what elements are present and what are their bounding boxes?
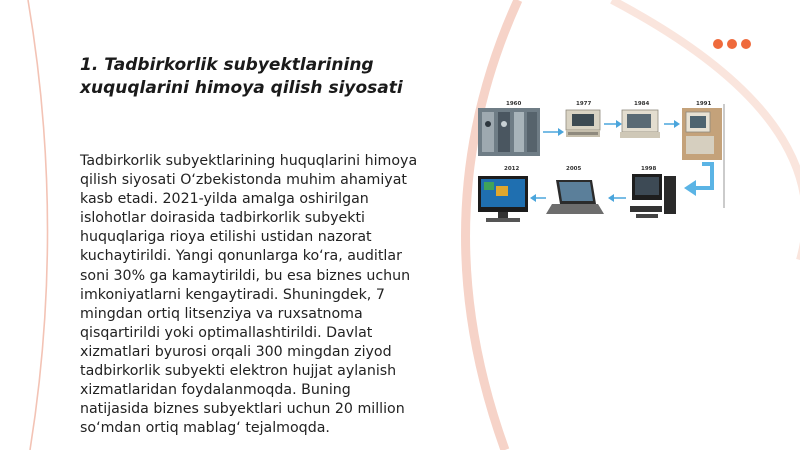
year-label: 1991 (696, 101, 712, 107)
slide-title-line-1: 1. Tadbirkorlik subyektlarining (80, 55, 374, 75)
menu-dots-icon (713, 39, 751, 49)
slide-body-text: Tadbirkorlik subyektlarining huquqlarini himoya qilish siyosati O‘zbekistonda muhim ahamiyat kasb etadi. 2021-yilda amalga oshirilgan islohotlar doirasida tadbirkorlik subyekti huquqlariga rioya etilishi ustidan nazorat kuchaytirildi. Yangi qonunlarga ko‘ra, auditlar soni 30% ga kamaytirildi, bu esa biznes uchun imkoniyatlarni kengaytiradi. Shuningdek, 7 mingdan ortiq litsenziya va ruxsatnoma qisqartirildi yoki optimallashtirildi. Davlat xizmatlari byurosi orqali 300 mingdan ziyod tadbirkorlik subyekti elektron hujjat aylanish xizmatlaridan foydalanmoqda. Buning natijasida biznes subyektlari uchun 20 million so‘mdan ortiq mablag‘ tejalmoqda. (80, 153, 418, 437)
dot-1 (713, 39, 723, 49)
desktop-monitor-2012-icon (478, 176, 528, 222)
personal-computer-1977-icon (566, 110, 600, 137)
year-label: 1977 (576, 101, 592, 107)
year-label: 1984 (634, 101, 650, 107)
year-label: 1960 (506, 101, 522, 107)
slide-title-line-2: xuquqlarini himoya qilish siyosati (80, 78, 403, 98)
year-label: 1998 (641, 166, 657, 172)
desktop-computer-1998-icon (630, 174, 676, 218)
year-label: 2005 (566, 166, 582, 172)
personal-computer-1991-icon (682, 108, 722, 160)
dot-3 (741, 39, 751, 49)
laptop-2005-icon (546, 180, 604, 214)
timeline-turn-arrow-icon (684, 164, 712, 196)
personal-computer-1984-icon (620, 110, 660, 138)
year-label: 2012 (504, 166, 520, 172)
mainframe-computer-icon (478, 108, 540, 156)
slide-title (80, 54, 410, 100)
dot-2 (727, 39, 737, 49)
left-border-arc (28, 0, 48, 450)
computer-evolution-timeline (474, 96, 730, 228)
